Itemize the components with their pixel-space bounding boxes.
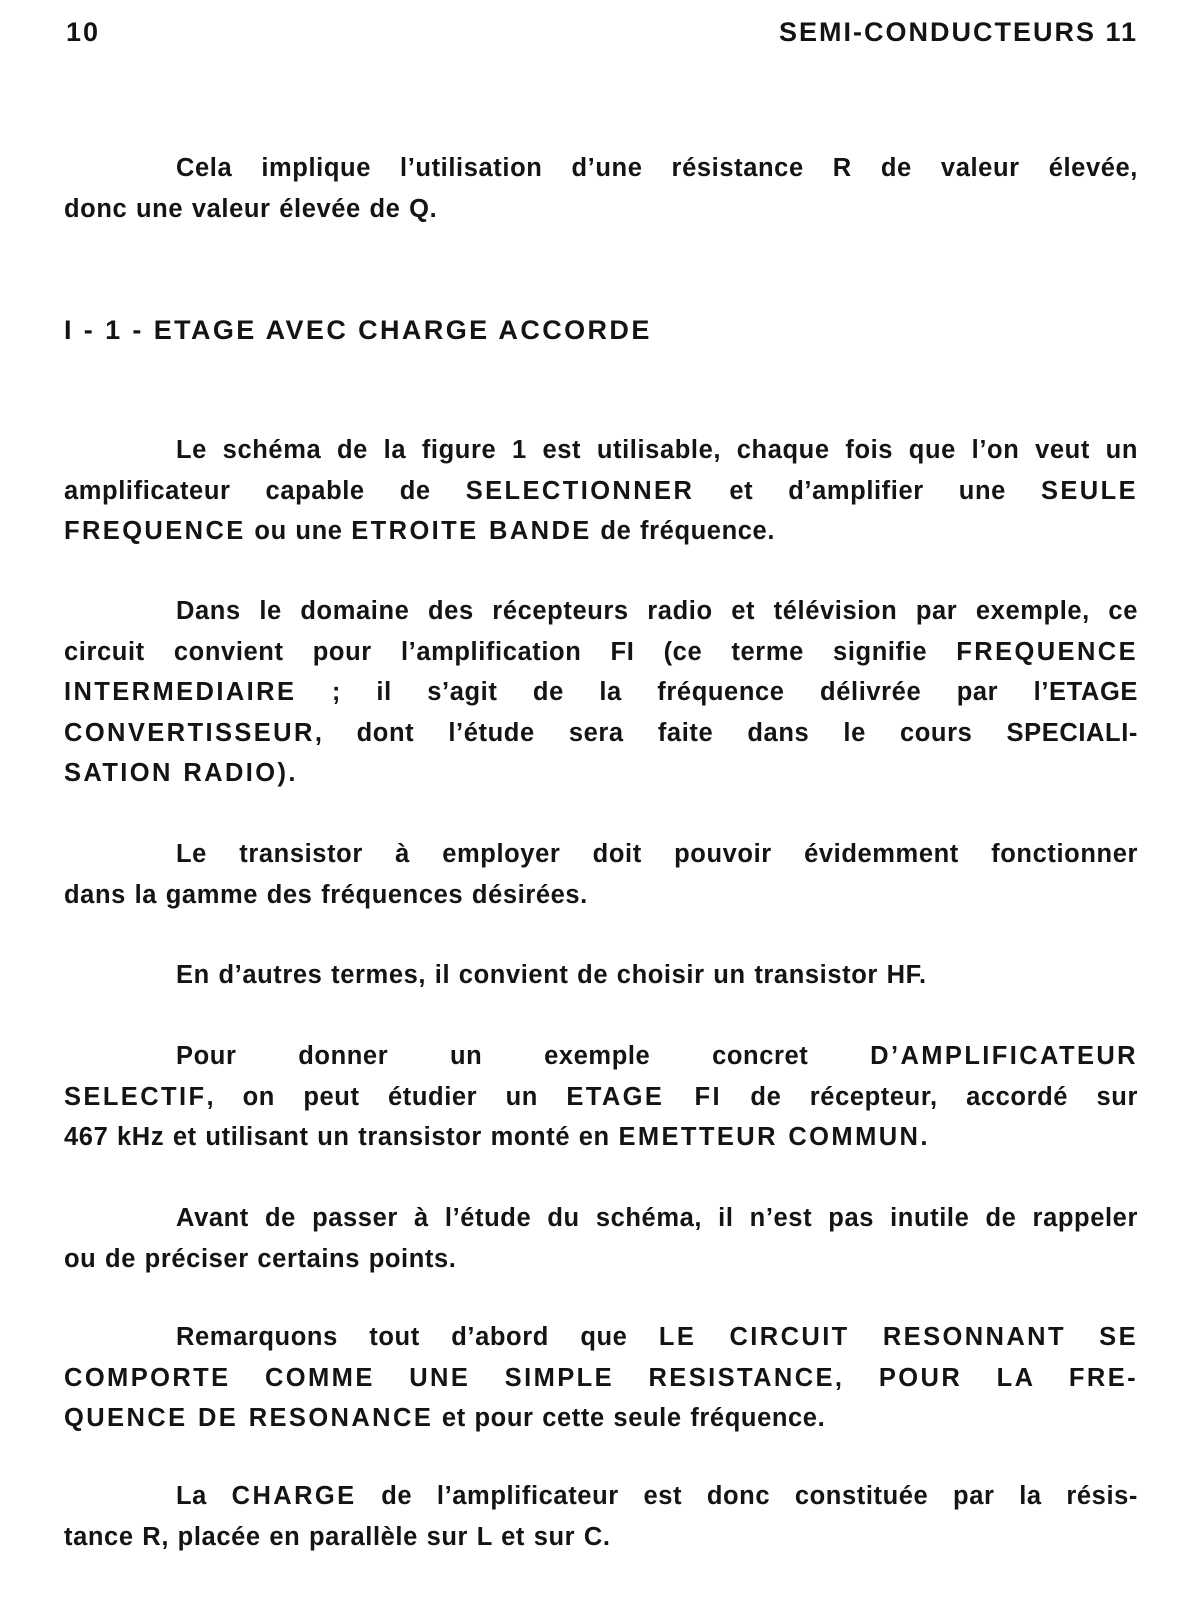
section-heading: I - 1 - ETAGE AVEC CHARGE ACCORDE [64,315,652,345]
text-line: Cela implique l’utilisation d’une résistance R de valeur élevée, [176,154,1138,182]
text-line: En d’autres termes, il convient de choisir un transistor HF. [176,961,927,989]
paragraph-5 [64,955,1138,996]
text-line: donc une valeur élevée de Q. [64,194,438,223]
text-line: Dans le domaine des récepteurs radio et télévision par exemple, ce [176,597,1138,625]
paragraph-8 [64,1317,1138,1439]
paragraph-1 [64,148,1138,229]
text-line: Pour donner un exemple concret D’AMPLIFICATEUR [176,1042,1138,1070]
paragraph-7 [64,1198,1138,1279]
text-line: circuit convient pour l’amplification FI (ce terme signifie FREQUENCE [64,637,1138,666]
text-line: INTERMEDIAIRE ; il s’agit de la fréquence délivrée par l’ETAGE [64,678,1138,706]
paragraph-4 [64,834,1138,915]
paragraph-6 [64,1036,1138,1158]
page-number: 10 [66,17,101,47]
text-line: CONVERTISSEUR, dont l’étude sera faite dans le cours SPECIALI- [64,718,1138,747]
text-line: 467 kHz et utilisant un transistor monté en EMETTEUR COMMUN. [64,1123,929,1151]
text-line: Le schéma de la figure 1 est utilisable, chaque fois que l’on veut un [176,436,1138,464]
text-line: QUENCE DE RESONANCE et pour cette seule fréquence. [64,1404,826,1432]
paragraph-2 [64,430,1138,552]
paragraph-9 [64,1476,1138,1557]
text-line: Remarquons tout d’abord que LE CIRCUIT RESONNANT SE [176,1323,1138,1351]
text-line: tance R, placée en parallèle sur L et sur C. [64,1522,611,1551]
text-line: Le transistor à employer doit pouvoir évidemment fonctionner [176,840,1138,868]
text-line: COMPORTE COMME UNE SIMPLE RESISTANCE, POUR LA FRE- [64,1363,1138,1392]
text-line: Avant de passer à l’étude du schéma, il n’est pas inutile de rappeler [176,1204,1138,1232]
text-line: ou de préciser certains points. [64,1244,457,1273]
text-line: La CHARGE de l’amplificateur est donc constituée par la résis- [176,1482,1138,1510]
text-line: dans la gamme des fréquences désirées. [64,880,588,909]
paragraph-3 [64,591,1138,794]
text-line: amplificateur capable de SELECTIONNER et d’amplifier une SEULE [64,476,1138,505]
text-line: SATION RADIO). [64,759,298,787]
text-line: FREQUENCE ou une ETROITE BANDE de fréquence. [64,517,776,545]
text-line: SELECTIF, on peut étudier un ETAGE FI de récepteur, accordé sur [64,1082,1138,1111]
running-title: SEMI-CONDUCTEURS 11 [778,17,1138,47]
